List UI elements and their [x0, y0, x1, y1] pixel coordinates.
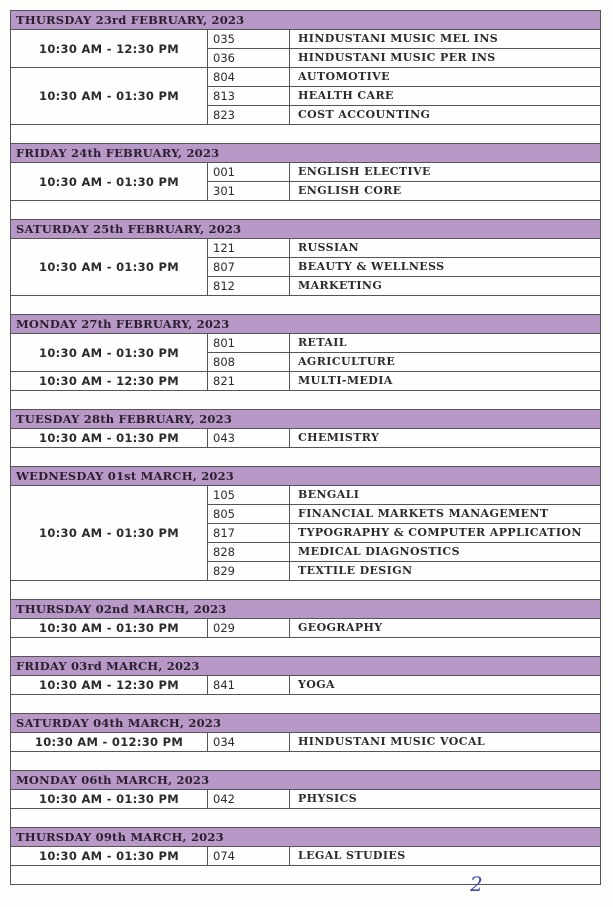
subject-code: 817	[208, 524, 290, 542]
table-row	[208, 49, 600, 67]
table-row	[208, 163, 600, 182]
time-slot-group	[11, 429, 600, 448]
table-row	[208, 619, 600, 637]
day-header: TUESDAY 28th FEBRUARY, 2023	[11, 410, 600, 429]
blank-separator-row	[11, 581, 600, 600]
day-header: FRIDAY 03rd MARCH, 2023	[11, 657, 600, 676]
subject-name: PHYSICS	[298, 792, 358, 805]
subject-name: GEOGRAPHY	[298, 621, 383, 634]
subject-code: 828	[208, 543, 290, 561]
time-slot-group	[11, 619, 600, 638]
day-header: WEDNESDAY 01st MARCH, 2023	[11, 467, 600, 486]
day-header: MONDAY 06th MARCH, 2023	[11, 771, 600, 790]
subject-name: MARKETING	[298, 279, 383, 292]
date-sheet-table	[10, 10, 601, 885]
subject-code: 029	[208, 619, 290, 637]
subject-name: HINDUSTANI MUSIC VOCAL	[298, 735, 486, 748]
exam-time: 10:30 AM - 012:30 PM	[11, 733, 208, 751]
subject-name: LEGAL STUDIES	[298, 849, 406, 862]
subject-code: 812	[208, 277, 290, 295]
subject-rows	[208, 239, 600, 295]
subject-name: ENGLISH ELECTIVE	[298, 165, 431, 178]
blank-separator-row	[11, 695, 600, 714]
subject-rows	[208, 733, 600, 751]
subject-name: CHEMISTRY	[298, 431, 380, 444]
table-row	[208, 429, 600, 447]
exam-time: 10:30 AM - 01:30 PM	[11, 239, 208, 295]
subject-name: ENGLISH CORE	[298, 184, 402, 197]
subject-rows	[208, 790, 600, 808]
blank-separator-row	[11, 752, 600, 771]
exam-time: 10:30 AM - 01:30 PM	[11, 486, 208, 580]
blank-separator-row	[11, 201, 600, 220]
time-slot-group	[11, 30, 600, 68]
subject-rows	[208, 68, 600, 124]
subject-code: 813	[208, 87, 290, 105]
subject-name: AGRICULTURE	[298, 355, 396, 368]
blank-separator-row	[11, 866, 600, 884]
exam-time: 10:30 AM - 01:30 PM	[11, 68, 208, 124]
time-slot-group	[11, 676, 600, 695]
time-slot-group	[11, 790, 600, 809]
table-row	[208, 30, 600, 49]
subject-name: MEDICAL DIAGNOSTICS	[298, 545, 460, 558]
blank-separator-row	[11, 391, 600, 410]
subject-name: BENGALI	[298, 488, 360, 501]
subject-name: COST ACCOUNTING	[298, 108, 431, 121]
table-row	[208, 676, 600, 694]
table-row	[208, 353, 600, 371]
subject-name: HINDUSTANI MUSIC MEL INS	[298, 32, 499, 45]
subject-rows	[208, 847, 600, 865]
exam-time: 10:30 AM - 12:30 PM	[11, 372, 208, 390]
subject-rows	[208, 619, 600, 637]
subject-rows	[208, 30, 600, 67]
day-header: THURSDAY 02nd MARCH, 2023	[11, 600, 600, 619]
time-slot-group	[11, 733, 600, 752]
day-header: THURSDAY 23rd FEBRUARY, 2023	[11, 11, 600, 30]
subject-name: YOGA	[298, 678, 335, 691]
exam-time: 10:30 AM - 01:30 PM	[11, 429, 208, 447]
subject-code: 841	[208, 676, 290, 694]
subject-name: AUTOMOTIVE	[298, 70, 390, 83]
day-header: FRIDAY 24th FEBRUARY, 2023	[11, 144, 600, 163]
subject-code: 301	[208, 182, 290, 200]
table-row	[208, 372, 600, 390]
exam-time: 10:30 AM - 01:30 PM	[11, 790, 208, 808]
day-header: THURSDAY 09th MARCH, 2023	[11, 828, 600, 847]
time-slot-group	[11, 847, 600, 866]
exam-time: 10:30 AM - 01:30 PM	[11, 163, 208, 200]
day-header: MONDAY 27th FEBRUARY, 2023	[11, 315, 600, 334]
subject-name: TEXTILE DESIGN	[298, 564, 413, 577]
subject-name: HEALTH CARE	[298, 89, 394, 102]
subject-code: 805	[208, 505, 290, 523]
time-slot-group	[11, 68, 600, 125]
exam-time: 10:30 AM - 01:30 PM	[11, 334, 208, 371]
subject-code: 801	[208, 334, 290, 352]
subject-name: HINDUSTANI MUSIC PER INS	[298, 51, 496, 64]
subject-code: 807	[208, 258, 290, 276]
subject-code: 105	[208, 486, 290, 504]
subject-rows	[208, 429, 600, 447]
subject-code: 034	[208, 733, 290, 751]
time-slot-group	[11, 163, 600, 201]
blank-separator-row	[11, 296, 600, 315]
exam-time: 10:30 AM - 01:30 PM	[11, 619, 208, 637]
table-row	[208, 486, 600, 505]
table-row	[208, 562, 600, 580]
table-row	[208, 182, 600, 200]
subject-rows	[208, 372, 600, 390]
table-row	[208, 68, 600, 87]
table-row	[208, 733, 600, 751]
subject-code: 036	[208, 49, 290, 67]
blank-separator-row	[11, 125, 600, 144]
table-row	[208, 505, 600, 524]
table-row	[208, 847, 600, 865]
subject-name: TYPOGRAPHY & COMPUTER APPLICATION	[298, 526, 582, 539]
blank-separator-row	[11, 448, 600, 467]
subject-name: FINANCIAL MARKETS MANAGEMENT	[298, 507, 549, 520]
subject-name: RUSSIAN	[298, 241, 359, 254]
subject-name: MULTI-MEDIA	[298, 374, 393, 387]
subject-code: 804	[208, 68, 290, 86]
table-row	[208, 239, 600, 258]
table-row	[208, 790, 600, 808]
subject-code: 121	[208, 239, 290, 257]
page-number-handwritten: 2	[470, 872, 483, 896]
subject-code: 035	[208, 30, 290, 48]
subject-name: RETAIL	[298, 336, 347, 349]
subject-code: 823	[208, 106, 290, 124]
subject-code: 821	[208, 372, 290, 390]
table-row	[208, 277, 600, 295]
subject-rows	[208, 163, 600, 200]
subject-name: BEAUTY & WELLNESS	[298, 260, 445, 273]
subject-code: 074	[208, 847, 290, 865]
day-header: SATURDAY 04th MARCH, 2023	[11, 714, 600, 733]
exam-time: 10:30 AM - 12:30 PM	[11, 676, 208, 694]
subject-code: 042	[208, 790, 290, 808]
table-row	[208, 106, 600, 124]
time-slot-group	[11, 239, 600, 296]
day-header: SATURDAY 25th FEBRUARY, 2023	[11, 220, 600, 239]
subject-rows	[208, 334, 600, 371]
table-row	[208, 524, 600, 543]
subject-code: 043	[208, 429, 290, 447]
subject-code: 808	[208, 353, 290, 371]
blank-separator-row	[11, 638, 600, 657]
exam-time: 10:30 AM - 12:30 PM	[11, 30, 208, 67]
time-slot-group	[11, 486, 600, 581]
subject-code: 001	[208, 163, 290, 181]
table-row	[208, 334, 600, 353]
table-row	[208, 543, 600, 562]
subject-rows	[208, 486, 600, 580]
subject-rows	[208, 676, 600, 694]
blank-separator-row	[11, 809, 600, 828]
exam-time: 10:30 AM - 01:30 PM	[11, 847, 208, 865]
table-row	[208, 87, 600, 106]
time-slot-group	[11, 334, 600, 372]
time-slot-group	[11, 372, 600, 391]
table-row	[208, 258, 600, 277]
subject-code: 829	[208, 562, 290, 580]
